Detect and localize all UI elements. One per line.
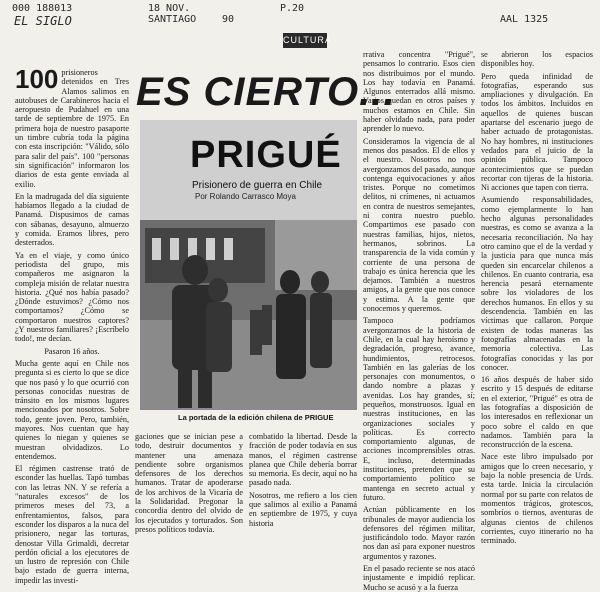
section-badge: CULTURA: [283, 33, 327, 48]
paragraph: Pero queda infinidad de fotografías, esperando sus ampliaciones y divulgación. En todos los ámbitos. Incluidos en aquellos de quienes buscan apartarse del escenario juego de haber actuado de protagonistas. No hay hombres, ni instituciones vedados para el juicio de la opinión pública. Tampoco acontecimientos que se puedan recortar con tijeras de la historia. Ni acciones que tapen con tierra.: [481, 71, 593, 193]
column-3: [249, 432, 357, 528]
column-1: [15, 64, 129, 585]
column-5: [481, 50, 593, 546]
city-mark: SANTIAGO: [148, 14, 197, 25]
archive-number: 000 188013: [12, 3, 73, 14]
year-mark: 90: [222, 14, 235, 25]
paragraph: rrativa concentra "Prigué", pensamos lo contrario. Esos cien nos distribuimos por el mundo. Los hay todavía en Panamá. Algunos enterrados allá mismo. Varios quedan en otros países y muchos estamos en Chile. Sin haber olvidado nada, para poder aprender lo nuevo.: [363, 50, 475, 134]
column-2: [135, 432, 243, 534]
newspaper-name: EL SIGLO: [14, 14, 72, 28]
paragraph: combatido la libertad. Desde la fracción de poder todavía en sus manos, el régimen castrense planea que Chile debería borrar su memoria. Es decir, aquí no ha pasado nada.: [249, 432, 357, 488]
paragraph: En el pasado reciente se nos atacó injustamente e impidió replicar. Mucho se acusó y a la fuerza: [363, 564, 475, 592]
paragraph: Ya en el viaje, y como único periodista del grupo, mis compañeros me asignaron la compleja misión de relatar nuestra historia. ¿Qué nos había pasado? ¿Dónde estuvimos? ¿Cómo nos comportamos? ¿Cómo se comportaron nuestros captores? ¿Y nuestros familiares? ¡Escríbelo todo!, me decían.: [15, 250, 129, 344]
paragraph: Consideramos la vigencia de al menos dos pasados. El de ellos y el nuestro. Nosotros no nos avergonzamos del pasado, aunque contenga equivocaciones y años tristes. Porque no cometimos delitos, ni crímenes, ni actuamos en contra de nuestros semejantes, ni contra nuestro pueblo. Compartimos ese pasado con nuestras familias, hijos, nietos, hermanos, sobrinos. La transparencia de la vida común y corriente de una persona de trabajo es única herencia que les dejamos. También a nuestros amigos, a la gente que nos conoce y estima. A la gente que conocemos y queremos.: [363, 136, 475, 314]
photo-caption: La portada de la edición chilena de PRIGUE: [178, 413, 334, 422]
paragraph: El régimen castrense trató de esconder las huellas. Tapó tumbas con las letras NN. Y se refería a "naturales excesos" de los primeros meses del 73, a enfrentamientos, falsos, para esconder los disparos a la nuca del prisionero, negar las torturas, denostar Villa Grimaldi, decretar perdón oficial a los ejecutores de un lustro de represión con Chile bajo estado de guerra interna, impedir las investi-: [15, 464, 129, 585]
column-4: [363, 50, 475, 592]
paragraph: Nace este libro impulsado por amigos que lo creen necesario, y bajo la noble presencia de Urds. esta tarde. Inicia la circulación normal por su parte con relatos de momentos trágicos, grotescos, sombríos o tiernos, aventuras de algunas cientos de chilenos corrientes, cuyo itinerario no ha terminado.: [481, 452, 593, 546]
page-mark: P.20: [280, 3, 305, 14]
paragraph: Actúan públicamente en los tribunales de mayor audiencia los defensores del régimen militar, justificándolo todo. Mayor razón nos dan así para exponer nuestros argumentos y razones.: [363, 505, 475, 561]
paragraph: Pasaron 16 años.: [44, 346, 100, 356]
reference-mark: AAL 1325: [500, 14, 549, 25]
paragraph: 16 años después de haber sido escrito y 15 después de editarse en el exterior, "Prigué" es otra de las fotografías a disposición de los interesados en reflexionar un poco sobre el caldo en que nadamos. También para la reconstrucción de la escena.: [481, 375, 593, 450]
paragraph: Mucha gente aquí en Chile nos pregunta si es cierto lo que se dice que nos pasó y lo que ocurrió con personas conocidas nuestras de tránsito en los mismos lugares mencionados por nosotros. Sobre todo, gente joven. Pero, también, mayores. Nos cuentan que hay quienes lo niegan y quienes se muestran olvidadizos. Lo entendemos.: [15, 358, 129, 461]
date-mark: 18 NOV.: [148, 3, 191, 14]
headline: ES CIERTO...: [136, 70, 396, 114]
book-cover-photo: [140, 120, 357, 410]
lead-number: 100: [15, 64, 59, 94]
paragraph: Nosotros, me refiero a los cien que salimos al exilio a Panamá en septiembre de 1975, y cuya historia: [249, 490, 357, 528]
paragraph: se abrieron los espacios disponibles hoy.: [481, 50, 593, 69]
paragraph: En la madrugada del día siguiente habíamos llegado a la ciudad de Panamá. Dispusimos de camas con sábanas, desayuno, almuerzo y comida. Eramos libres, pero desterrados.: [15, 191, 129, 248]
cover-author: Por Rolando Carrasco Moya: [195, 192, 296, 201]
paragraph: Asumiendo responsabilidades, como ejemplarmente lo han hecho algunas personalidades nuestras, es como se avanza a la necesaria reconciliación. No hay otro camino que el de la verdad y la justicia para que nunca más queden sin encarcelar chilenos a chilenos. En cuanto contraria, esa herencia pesará eternamente sobre los violadores de los derechos humanos. En ellos y su descendencia. También en las víctimas que callaron. Porque existen de todas maneras las fotografías almacenadas en la memoria colectiva. Las fotografías conocidas y las por conocer.: [481, 195, 593, 372]
cover-title: PRIGUÉ: [190, 134, 342, 176]
cover-subtitle: Prisionero de guerra en Chile: [192, 180, 323, 191]
paragraph: Tampoco podríamos avergonzarnos de la historia de Chile, en la cual hay heroísmo y degradación, progreso, avance, hundimientos, retrocesos. También en las galerías de los personajes con monumentos, o dando nombre a plazas y avenidas. Los hay grandes, sí; pequeños, monstruosos. Igual en nuestras instituciones, en las organizaciones sociales y políticas. Es correcto comportamiento algunas, de acciones incomprensibles otras. E, incluso, determinadas instituciones, pretenden que su comportamiento político se mantenga en secreto actual y futuro.: [363, 316, 475, 502]
paragraph: prisioneros detenidos en Tres Alamos salimos en autobuses de Carabineros hacia el aeropuesto de Pudahuel en una tarde de septiembre de 1975. En primera hoja de nuestro pasaporte un timbre cubría toda la página con esta inscripción: "Válido, sólo para salir del país". 100 "personas sin significación" informaron los diarios de esta gente enviada al exilio.: [15, 68, 129, 189]
paragraph: gaciones que se inician pese a todo, destruir documentos y mantener una amenaza pendiente sobre organismos defensores de los derechos humanos. Tratar de apoderarse de los archivos de la Vicaría de la Solidaridad. Pregonar la concordia dentro del olvido de los ejecutados y torturados. Son presos políticos todavía.: [135, 432, 243, 534]
